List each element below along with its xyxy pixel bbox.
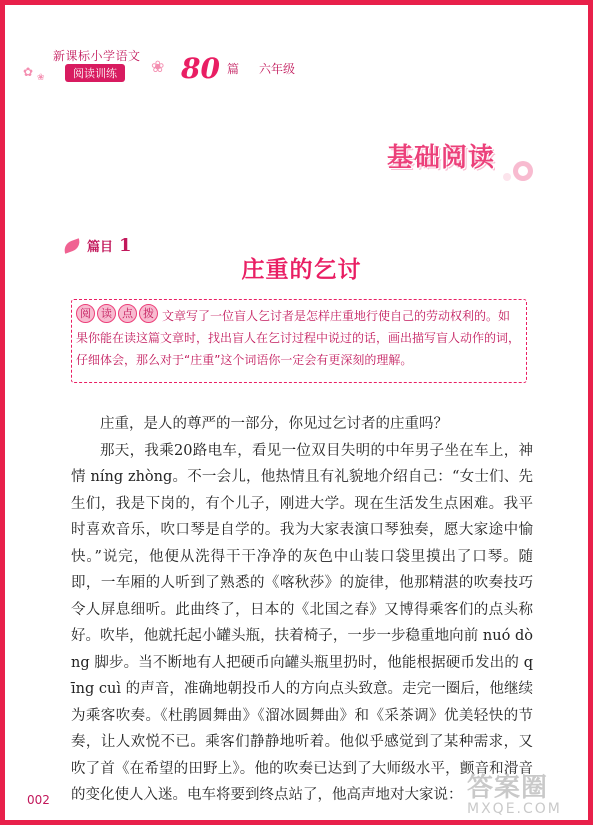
tip-badge: 读: [97, 304, 116, 323]
bubble-decoration: [518, 166, 528, 176]
series-name: 新课标小学语文: [53, 49, 141, 63]
article-body: [71, 411, 533, 809]
reading-tip-label: [76, 304, 158, 323]
piece-number: 1: [119, 235, 132, 256]
book-header: [23, 45, 443, 93]
watermark-main: 答案圈: [467, 773, 549, 803]
series-badge: 阅读训练: [65, 64, 125, 82]
watermark-logo: [463, 767, 583, 819]
flower-icon: ✿: [23, 65, 34, 79]
tip-badge: 阅: [76, 304, 95, 323]
bubble-decoration: [503, 173, 511, 181]
tip-badge: 点: [118, 304, 137, 323]
page-number: 002: [27, 793, 50, 807]
reading-tip-box: [71, 299, 527, 383]
reading-tip-text: 文章写了一位盲人乞讨者是怎样庄重地行使自己的劳动权利的。如果你能在读这篇文章时，找出盲人在乞讨过程中说过的话，画出描写盲人动作的词，仔细体会，那么对于“庄重”这个词语你一定会有更深刻的理解。: [76, 309, 521, 367]
section-heading: [377, 137, 557, 193]
book-count: 80: [181, 52, 220, 85]
watermark-sub: MXQE.COM: [467, 801, 562, 817]
piece-label-text: 篇目: [87, 240, 114, 255]
tip-badge: 拨: [139, 304, 158, 323]
flower-icon: ❀: [37, 73, 45, 83]
flower-icon: ❀: [151, 57, 165, 76]
paragraph: 庄重，是人的尊严的一部分，你见过乞讨者的庄重吗？: [100, 416, 448, 432]
grade-label: 六年级: [259, 62, 296, 76]
article-title: 庄重的乞讨: [241, 257, 362, 283]
section-title: 基础阅读: [387, 143, 496, 173]
book-count-unit: 篇: [227, 62, 240, 76]
paragraph: 那天，我乘20路电车，看见一位双目失明的中年男子坐在车上，神情 níng zhòng。不一会儿，他热情且有礼貌地介绍自己：“女士们、先生们，我是下岗的，有个儿子，刚进大学。现在生活发生点困难。我平时喜欢音乐，吹口琴是自学的。我为大家表演口琴独奏，愿大家途中愉快。”说完，他便从洗得干干净净的灰色中山装口袋里摸出了口琴。随即，一车厢的人听到了熟悉的《喀秋莎》的旋律，他那精湛的吹奏技巧令人屏息细听。此曲终了，日本的《北国之春》又博得乘客们的点头称好。吹毕，他就托起小罐头瓶，扶着椅子，一步一步稳重地向前 nuó dòng 脚步。当不断地有人把硬币向罐头瓶里扔时，他能根据硬币发出的 qīng cuì 的声音，准确地朝投币人的方向点头致意。走完一圈后，他继续为乘客吹奏。《杜鹃圆舞曲》《溜冰圆舞曲》和《采茶调》优美轻快的节奏，让人欢悦不已。乘客们静静地听着。他似乎感觉到了某种需求，又吹了首《在希望的田野上》。他的吹奏已达到了大师级水平，颤音和滑音的变化使人入迷。电车将要到终点站了，他高声地对大家说：: [71, 442, 533, 803]
